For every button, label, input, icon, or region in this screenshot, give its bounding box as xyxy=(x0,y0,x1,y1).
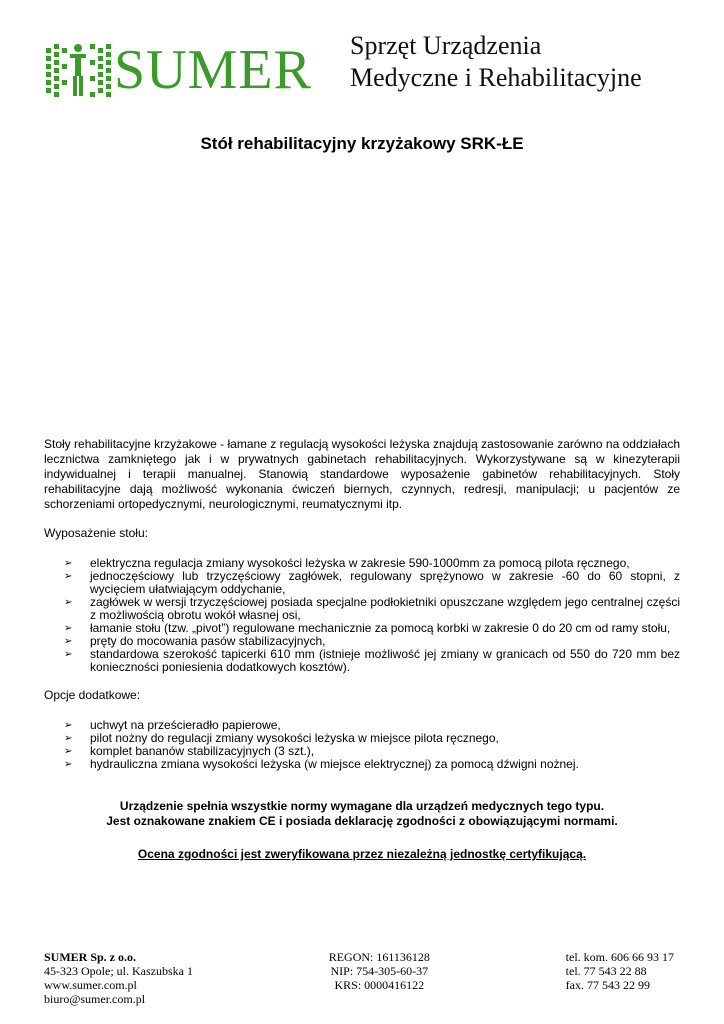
krs: KRS: 0000416122 xyxy=(334,978,425,992)
options-heading: Opcje dodatkowe: xyxy=(44,688,141,702)
arrow-bullet-icon: ➢ xyxy=(64,720,73,731)
tagline-line-2: Medyczne i Rehabilitacyjne xyxy=(350,63,642,92)
company-website: www.sumer.com.pl xyxy=(44,978,137,992)
list-item: ➢ jednoczęściowy lub trzyczęściowy zagłówek, regulowany sprężynowo w zakresie -60 do 60 stopni, z wycięciem ułatwiającym oddychanie, xyxy=(64,569,680,596)
phone: tel. 77 543 22 88 xyxy=(565,964,647,978)
list-item: ➢ zagłówek w wersji trzyczęściowej posiada specjalne podłokietniki opuszczane względem jego centralnej części z możliwością obrotu wokół własnej osi, xyxy=(64,595,680,622)
footer-address xyxy=(44,950,193,1006)
arrow-bullet-icon: ➢ xyxy=(64,623,73,634)
company-logo xyxy=(44,36,324,104)
arrow-bullet-icon: ➢ xyxy=(64,759,73,770)
arrow-bullet-icon: ➢ xyxy=(64,597,73,608)
certification-note: Ocena zgodności jest zweryfikowana przez niezależną jednostkę certyfikującą. xyxy=(137,847,587,861)
compliance-line-1: Urządzenie spełnia wszystkie normy wymagane dla urządzeń medycznych tego typu. xyxy=(119,799,605,813)
logo-wordmark: SUMER xyxy=(114,39,312,101)
list-item: ➢ hydrauliczna zmiana wysokości leżyska (w miejsce elektrycznej) za pomocą dźwigni nożnej. xyxy=(64,757,579,771)
equipment-list xyxy=(44,557,680,674)
company-name: SUMER Sp. z o.o. xyxy=(44,950,137,964)
arrow-bullet-icon: ➢ xyxy=(64,571,73,582)
compliance-line-2: Jest oznakowane znakiem CE i posiada deklarację zgodności z obowiązującymi normami. xyxy=(106,814,618,828)
product-title: Stół rehabilitacyjny krzyżakowy SRK-ŁE xyxy=(200,134,524,153)
company-tagline xyxy=(350,30,642,94)
fax: fax. 77 543 22 99 xyxy=(565,978,650,992)
list-item: ➢ łamanie stołu (tzw. „pivot”) regulowane mechanicznie za pomocą korbki w zakresie 0 do 20 cm od ramy stołu, xyxy=(64,621,671,635)
arrow-bullet-icon: ➢ xyxy=(64,636,73,647)
company-address: 45-323 Opole; ul. Kaszubska 1 xyxy=(44,964,193,978)
list-item: ➢ komplet bananów stabilizacyjnych (3 szt.), xyxy=(64,744,315,758)
arrow-bullet-icon: ➢ xyxy=(64,746,73,757)
list-item: ➢ standardowa szerokość tapicerki 610 mm (istnieje możliwość jej zmiany w granicach od 550 do 720 mm bez konieczności poniesienia dodatkowych kosztów). xyxy=(64,647,680,674)
footer-contact xyxy=(566,950,674,1006)
regon: REGON: 161136128 xyxy=(328,950,430,964)
logo-mark-icon xyxy=(44,40,114,100)
tagline-line-1: Sprzęt Urządzenia xyxy=(350,31,542,60)
equipment-heading: Wyposażenie stołu: xyxy=(44,526,148,540)
company-footer xyxy=(44,950,674,1006)
list-item: ➢ pilot nożny do regulacji zmiany wysokości leżyska w miejsce pilota ręcznego, xyxy=(64,731,499,745)
company-email: biuro@sumer.com.pl xyxy=(44,992,146,1006)
nip: NIP: 754-305-60-37 xyxy=(330,964,429,978)
mobile-phone: tel. kom. 606 66 93 17 xyxy=(565,950,674,964)
list-item: ➢ elektryczna regulacja zmiany wysokości leżyska w zakresie 590-1000mm za pomocą pilota ręcznego, xyxy=(64,556,630,570)
list-item: ➢ pręty do mocowania pasów stabilizacyjnych, xyxy=(64,634,326,648)
arrow-bullet-icon: ➢ xyxy=(64,733,73,744)
footer-registration xyxy=(329,950,430,1006)
options-list xyxy=(44,719,680,771)
list-item: ➢ uchwyt na prześcieradło papierowe, xyxy=(64,718,281,732)
product-description xyxy=(44,437,680,861)
intro-paragraph: Stoły rehabilitacyjne krzyżakowe - łamane z regulacją wysokości leżyska znajdują zastosowanie zarówno na oddziałach lecznictwa zamkniętego jak i w prywatnych gabinetach rehabilitacyjnych. Wykorzystywane są w kinezyterapii indywidualnej i terapii manualnej. Stanowią standardowe wyposażenie gabinetów rehabilitacyjnych. Stoły rehabilitacyjne dają możliwość wykonania ćwiczeń biernych, czynnych, redresji, manipulacji; u pacjentów ze schorzeniami ortopedycznymi, neurologicznymi, reumatycznymi itp. xyxy=(44,437,680,511)
arrow-bullet-icon: ➢ xyxy=(64,649,73,660)
arrow-bullet-icon: ➢ xyxy=(64,558,73,569)
